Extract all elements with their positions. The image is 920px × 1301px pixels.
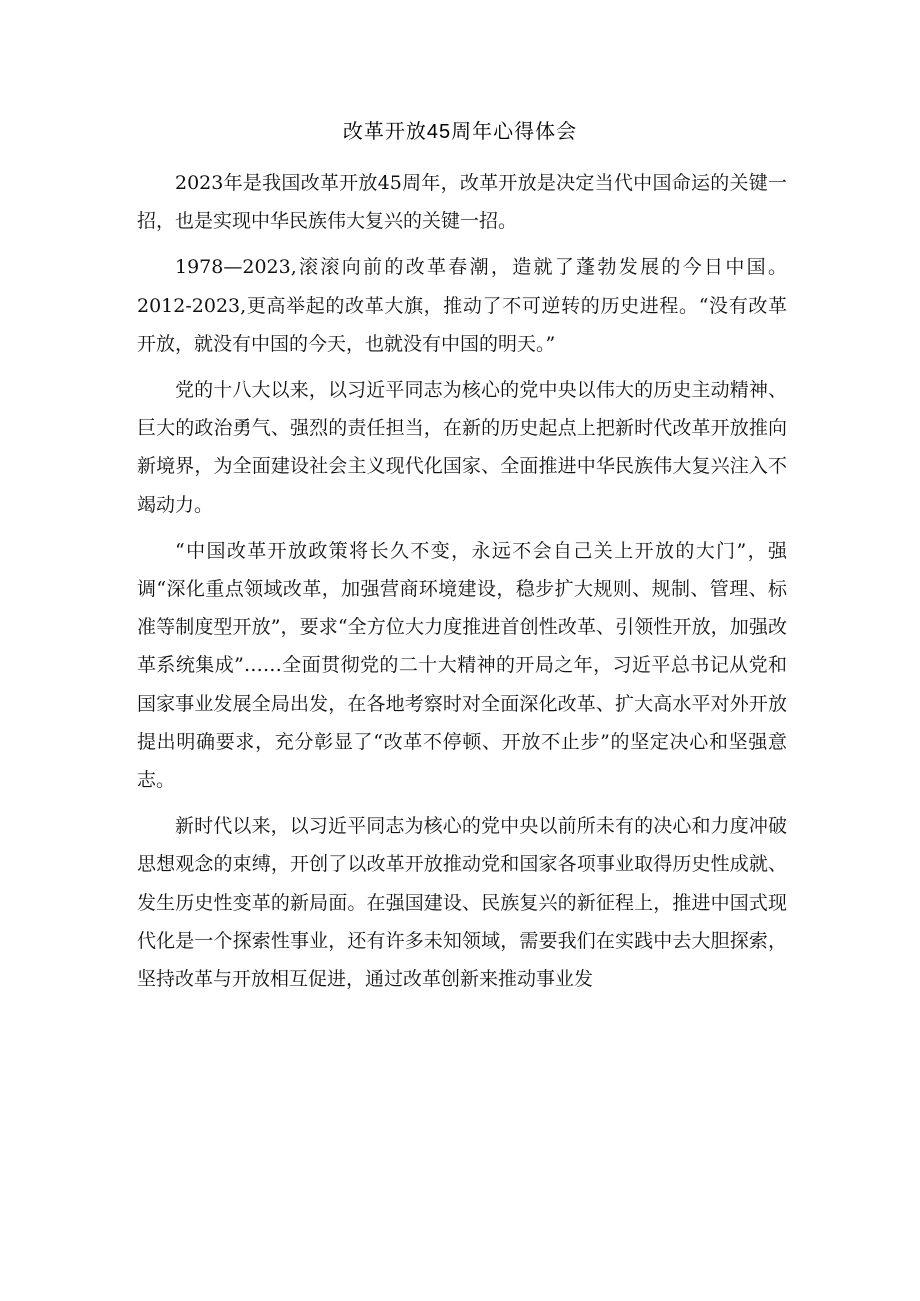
paragraph: 1978—2023,滚滚向前的改革春潮，造就了蓬勃发展的今日中国。2012-2023,更高举起的改革大旗，推动了不可逆转的历史进程。“没有改革开放，就没有中国的今天，也就没有中国的明天。”: [137, 256, 787, 355]
document-title: 改革开放45周年心得体会: [342, 121, 578, 143]
paragraph: 新时代以来，以习近平同志为核心的党中央以前所未有的决心和力度冲破思想观念的束缚，开创了以改革开放推动党和国家各项事业取得历史性成就、发生历史性变革的新局面。在强国建设、民族复兴的新征程上，推进中国式现代化是一个探索性事业，还有许多未知领域，需要我们在实践中去大胆探索，坚持改革与开放相互促进，通过改革创新来推动事业发: [137, 815, 787, 991]
document-body: [137, 164, 787, 1006]
paragraph: “中国改革开放政策将长久不变，永远不会自己关上开放的大门”，强调“深化重点领域改革，加强营商环境建设，稳步扩大规则、规制、管理、标准等制度型开放”，要求“全方位大力度推进首创性改革、引领性开放，加强改革系统集成”……全面贯彻党的二十大精神的开局之年，习近平总书记从党和国家事业发展全局出发，在各地考察时对全面深化改革、扩大高水平对外开放提出明确要求，充分彰显了“改革不停顿、开放不止步”的坚定决心和坚强意志。: [137, 539, 787, 792]
paragraph: 2023年是我国改革开放45周年，改革开放是决定当代中国命运的关键一招，也是实现中华民族伟大复兴的关键一招。: [137, 172, 787, 233]
paragraph: 党的十八大以来，以习近平同志为核心的党中央以伟大的历史主动精神、巨大的政治勇气、强烈的责任担当，在新的历史起点上把新时代改革开放推向新境界，为全面建设社会主义现代化国家、全面推进中华民族伟大复兴注入不竭动力。: [137, 379, 787, 516]
